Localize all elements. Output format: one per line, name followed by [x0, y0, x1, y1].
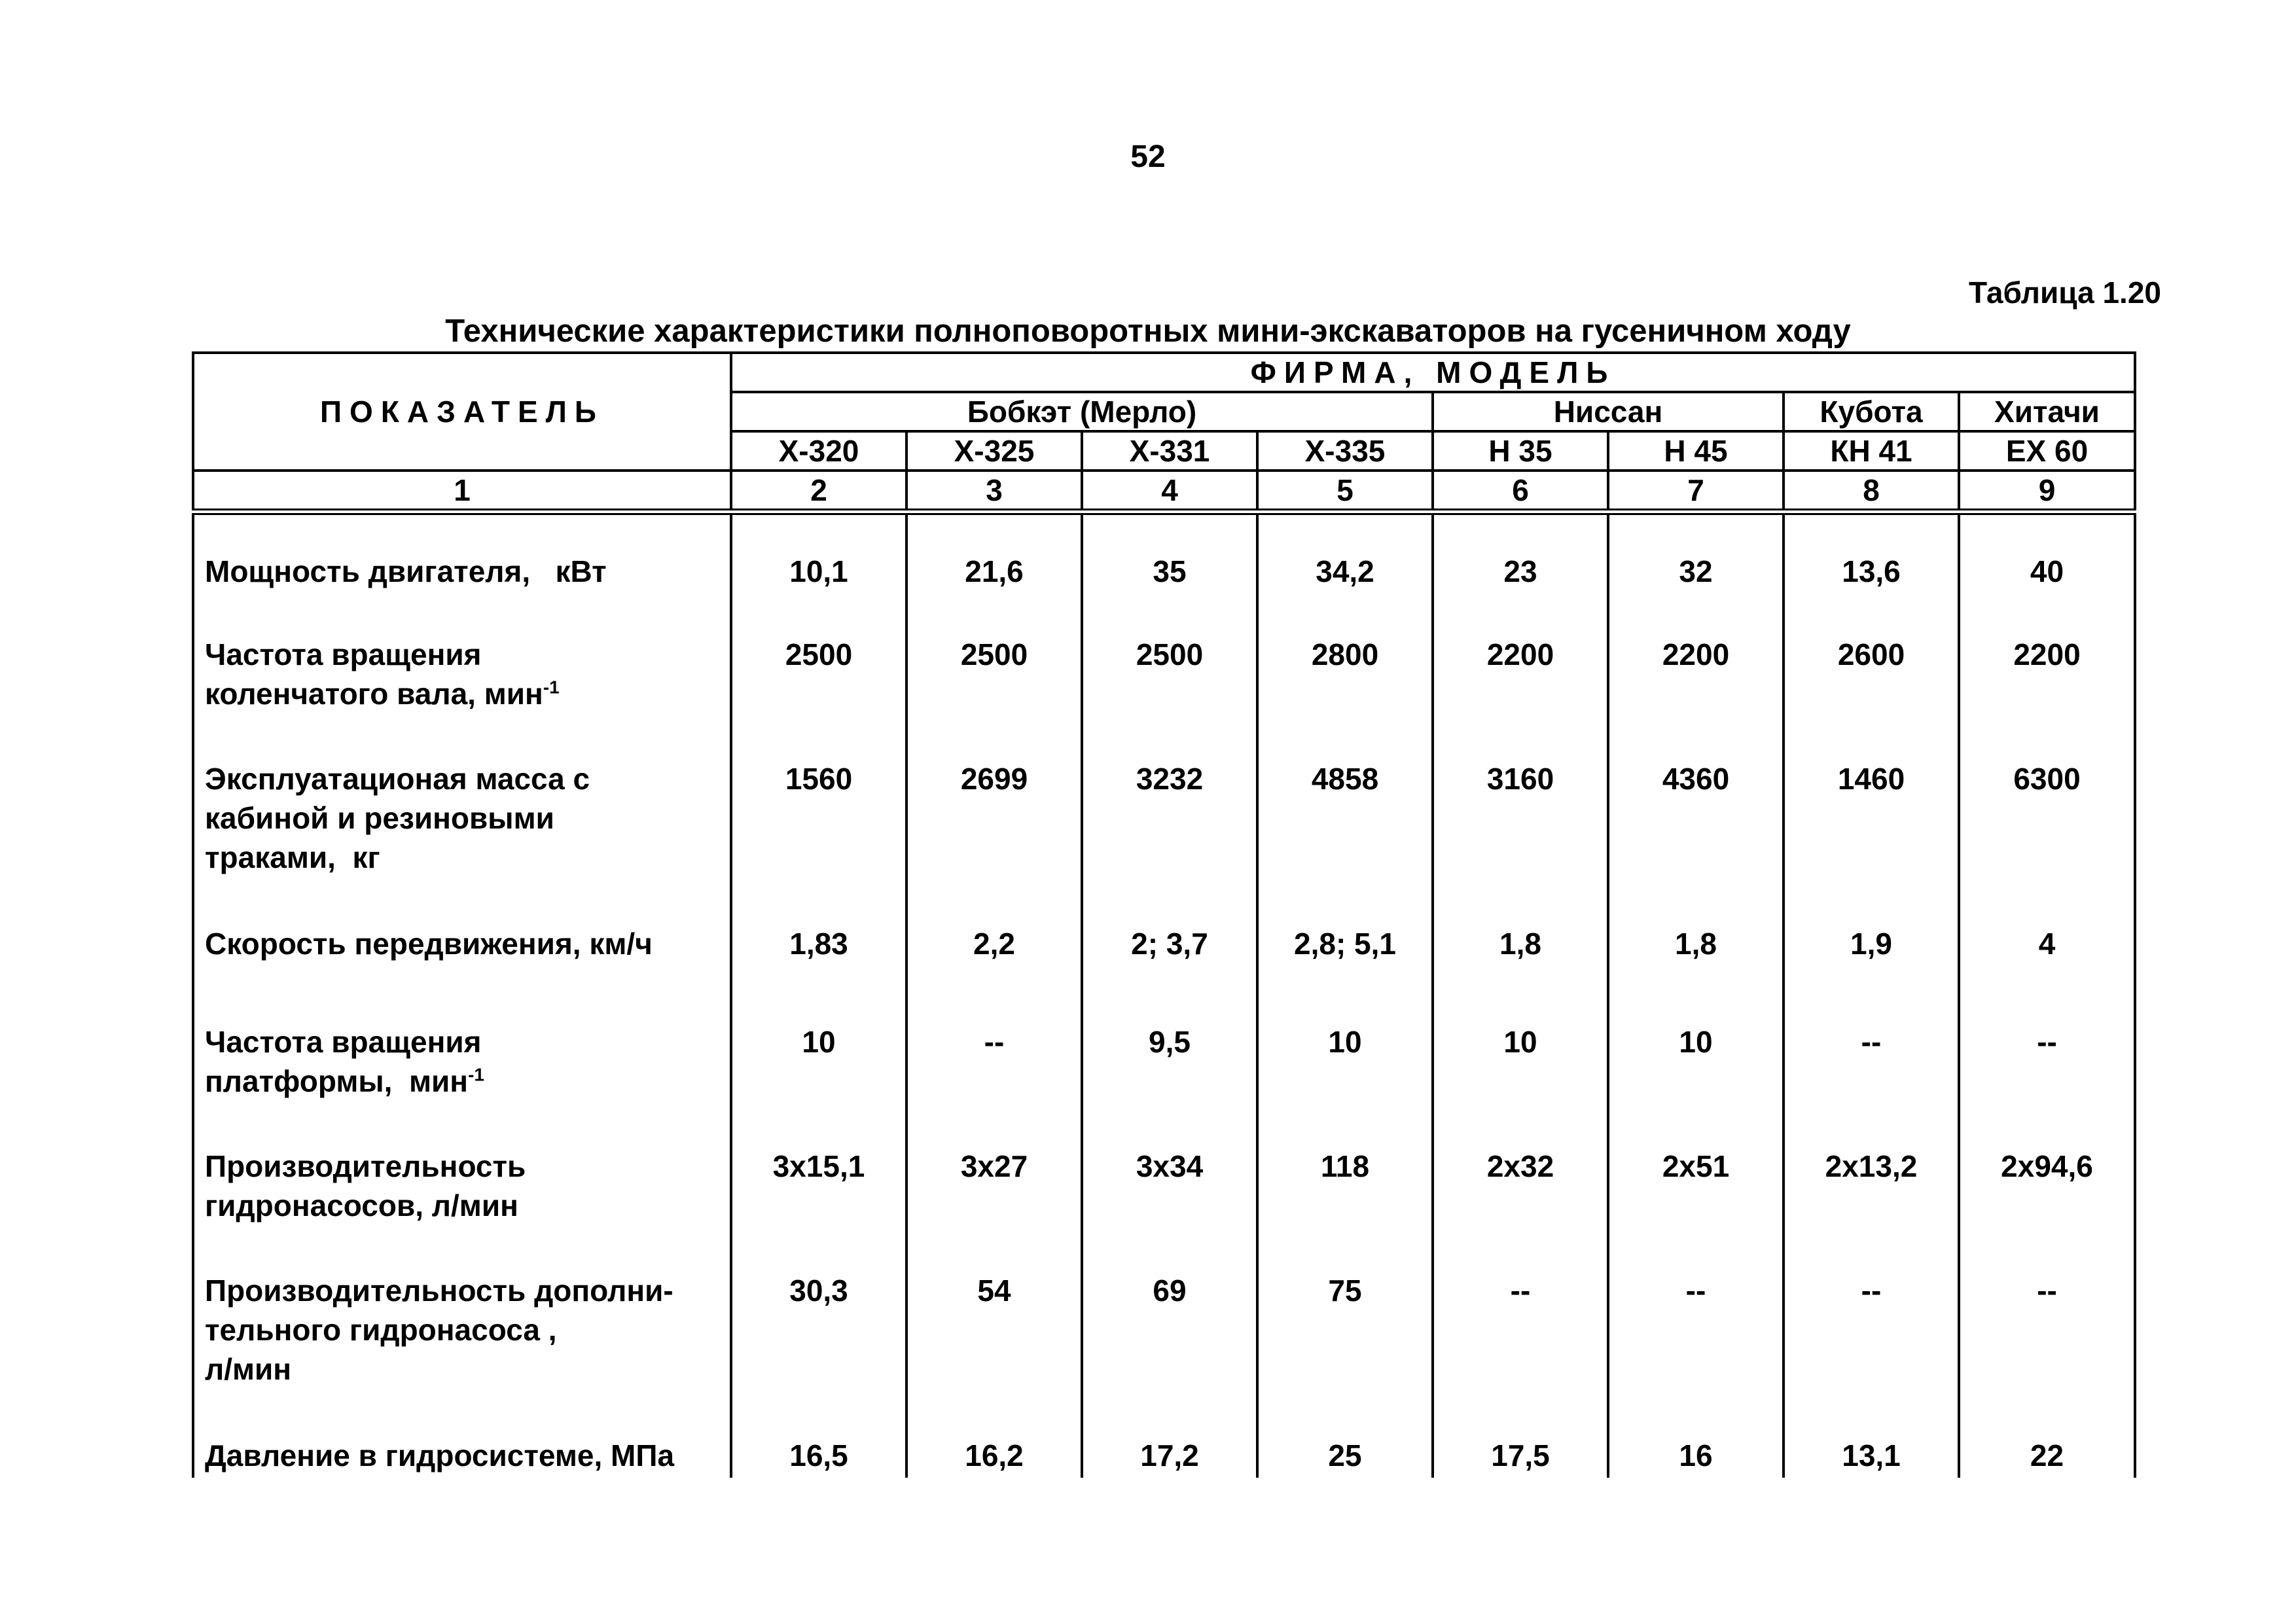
cell-value: 4360: [1608, 722, 1784, 887]
cell-value: 1,83: [731, 887, 906, 986]
row-label-line: [205, 1436, 730, 1475]
unit-superscript: -1: [543, 677, 560, 698]
row-label-line: [205, 838, 730, 877]
cell-value: --: [1608, 1234, 1784, 1399]
column-number: 7: [1608, 471, 1784, 512]
column-number: 5: [1257, 471, 1433, 512]
cell-value: --: [1784, 1234, 1959, 1399]
cell-value: 2600: [1784, 598, 1959, 722]
model-header: X-325: [906, 431, 1082, 471]
model-header: КН 41: [1784, 431, 1959, 471]
cell-value: 4858: [1257, 722, 1433, 887]
cell-value: 2200: [1959, 598, 2135, 722]
table-row: [193, 1234, 2135, 1399]
row-label-text: Частота вращения: [205, 1025, 482, 1059]
row-label: [193, 1110, 731, 1234]
row-label: [193, 887, 731, 986]
row-label-text: коленчатого вала, мин: [205, 677, 543, 711]
page-number: 52: [1130, 139, 1166, 174]
cell-value: 2,8; 5,1: [1257, 887, 1433, 986]
row-label-line: [205, 1022, 730, 1061]
cell-value: 3х15,1: [731, 1110, 906, 1234]
row-label-text: гидронасосов, л/мин: [205, 1188, 518, 1222]
cell-value: 17,2: [1082, 1399, 1257, 1478]
row-label-line: [205, 798, 730, 838]
cell-value: 2х13,2: [1784, 1110, 1959, 1234]
cell-value: 17,5: [1433, 1399, 1608, 1478]
table-row: [193, 512, 2135, 598]
column-number: 2: [731, 471, 906, 512]
cell-value: 16,2: [906, 1399, 1082, 1478]
row-label-text: кабиной и резиновыми: [205, 801, 554, 835]
row-label-line: [205, 552, 730, 591]
row-label-line: [205, 1349, 730, 1389]
cell-value: 2х51: [1608, 1110, 1784, 1234]
model-header: ЕХ 60: [1959, 431, 2135, 471]
model-header: X-335: [1257, 431, 1433, 471]
cell-value: 10: [731, 986, 906, 1110]
cell-value: 10: [1433, 986, 1608, 1110]
cell-value: 2200: [1433, 598, 1608, 722]
table-body: [193, 512, 2135, 1478]
row-label-text: траками, кг: [205, 840, 380, 874]
cell-value: 2х94,6: [1959, 1110, 2135, 1234]
row-label-text: тельного гидронасоса ,: [205, 1313, 557, 1347]
cell-value: 2; 3,7: [1082, 887, 1257, 986]
cell-value: 25: [1257, 1399, 1433, 1478]
row-label: [193, 722, 731, 887]
cell-value: 1560: [731, 722, 906, 887]
specs-table-container: [192, 351, 2134, 1472]
cell-value: 1460: [1784, 722, 1959, 887]
cell-value: 3232: [1082, 722, 1257, 887]
cell-value: 16: [1608, 1399, 1784, 1478]
row-label-text: Эксплуатационая масса с: [205, 762, 590, 796]
table-label: Таблица 1.20: [1968, 276, 2161, 310]
firm-model-header: ФИРМА, МОДЕЛЬ: [731, 353, 2135, 392]
row-label-line: [205, 1271, 730, 1310]
cell-value: 2х32: [1433, 1110, 1608, 1234]
cell-value: --: [906, 986, 1082, 1110]
cell-value: 4: [1959, 887, 2135, 986]
cell-value: 75: [1257, 1234, 1433, 1399]
row-label-text: л/мин: [205, 1352, 292, 1386]
cell-value: 118: [1257, 1110, 1433, 1234]
cell-value: --: [1784, 986, 1959, 1110]
cell-value: 3х34: [1082, 1110, 1257, 1234]
row-label: [193, 512, 731, 598]
row-label-text: Частота вращения: [205, 637, 482, 671]
row-label-line: [205, 1310, 730, 1349]
cell-value: 22: [1959, 1399, 2135, 1478]
row-label-text: Мощность двигателя, кВт: [205, 554, 607, 588]
cell-value: 2500: [1082, 598, 1257, 722]
specs-table: [192, 351, 2136, 1478]
cell-value: 3160: [1433, 722, 1608, 887]
column-number: 4: [1082, 471, 1257, 512]
row-label-text: Производительность дополни-: [205, 1274, 673, 1308]
row-label-line: [205, 924, 730, 963]
firm-bobcat: Бобкэт (Мерло): [731, 392, 1433, 431]
cell-value: 13,6: [1784, 512, 1959, 598]
cell-value: 1,8: [1433, 887, 1608, 986]
row-label-text: Производительность: [205, 1149, 526, 1183]
row-label-text: Давление в гидросистеме, МПа: [205, 1438, 675, 1472]
cell-value: 23: [1433, 512, 1608, 598]
cell-value: 2500: [731, 598, 906, 722]
firm-kubota: Кубота: [1784, 392, 1959, 431]
column-number: 1: [193, 471, 731, 512]
row-label: [193, 1234, 731, 1399]
cell-value: --: [1959, 1234, 2135, 1399]
cell-value: 10,1: [731, 512, 906, 598]
row-label-text: Скорость передвижения, км/ч: [205, 927, 653, 961]
cell-value: 2699: [906, 722, 1082, 887]
cell-value: 3х27: [906, 1110, 1082, 1234]
table-row: [193, 1110, 2135, 1234]
table-row: [193, 722, 2135, 887]
table-row: [193, 887, 2135, 986]
cell-value: 34,2: [1257, 512, 1433, 598]
cell-value: 21,6: [906, 512, 1082, 598]
cell-value: 2800: [1257, 598, 1433, 722]
cell-value: 10: [1608, 986, 1784, 1110]
cell-value: 9,5: [1082, 986, 1257, 1110]
row-label: [193, 1399, 731, 1478]
table-row: [193, 986, 2135, 1110]
cell-value: 1,8: [1608, 887, 1784, 986]
unit-superscript: -1: [468, 1064, 485, 1085]
cell-value: 40: [1959, 512, 2135, 598]
cell-value: --: [1959, 986, 2135, 1110]
cell-value: 6300: [1959, 722, 2135, 887]
indicator-header: ПОКАЗАТЕЛЬ: [193, 353, 731, 471]
table-row: [193, 598, 2135, 722]
column-number: 3: [906, 471, 1082, 512]
model-header: Н 45: [1608, 431, 1784, 471]
row-label-line: [205, 1186, 730, 1225]
cell-value: 1,9: [1784, 887, 1959, 986]
table-header: [193, 353, 2135, 512]
table-title: Технические характеристики полноповоротных мини-экскаваторов на гусеничном ходу: [445, 313, 1851, 349]
model-header: X-331: [1082, 431, 1257, 471]
row-label: [193, 598, 731, 722]
row-label-line: [205, 674, 730, 713]
row-label-line: [205, 759, 730, 798]
row-label-line: [205, 635, 730, 674]
row-label-line: [205, 1061, 730, 1101]
cell-value: 35: [1082, 512, 1257, 598]
firm-hitachi: Хитачи: [1959, 392, 2135, 431]
cell-value: 16,5: [731, 1399, 906, 1478]
cell-value: 2200: [1608, 598, 1784, 722]
column-number: 8: [1784, 471, 1959, 512]
column-number: 9: [1959, 471, 2135, 512]
firm-nissan: Ниссан: [1433, 392, 1784, 431]
cell-value: 54: [906, 1234, 1082, 1399]
row-label-text: платформы, мин: [205, 1064, 469, 1098]
cell-value: 32: [1608, 512, 1784, 598]
cell-value: 69: [1082, 1234, 1257, 1399]
cell-value: 2,2: [906, 887, 1082, 986]
row-label: [193, 986, 731, 1110]
cell-value: 10: [1257, 986, 1433, 1110]
table-row: [193, 1399, 2135, 1478]
cell-value: 13,1: [1784, 1399, 1959, 1478]
cell-value: 30,3: [731, 1234, 906, 1399]
column-number: 6: [1433, 471, 1608, 512]
model-header: X-320: [731, 431, 906, 471]
cell-value: 2500: [906, 598, 1082, 722]
cell-value: --: [1433, 1234, 1608, 1399]
model-header: Н 35: [1433, 431, 1608, 471]
row-label-line: [205, 1147, 730, 1186]
